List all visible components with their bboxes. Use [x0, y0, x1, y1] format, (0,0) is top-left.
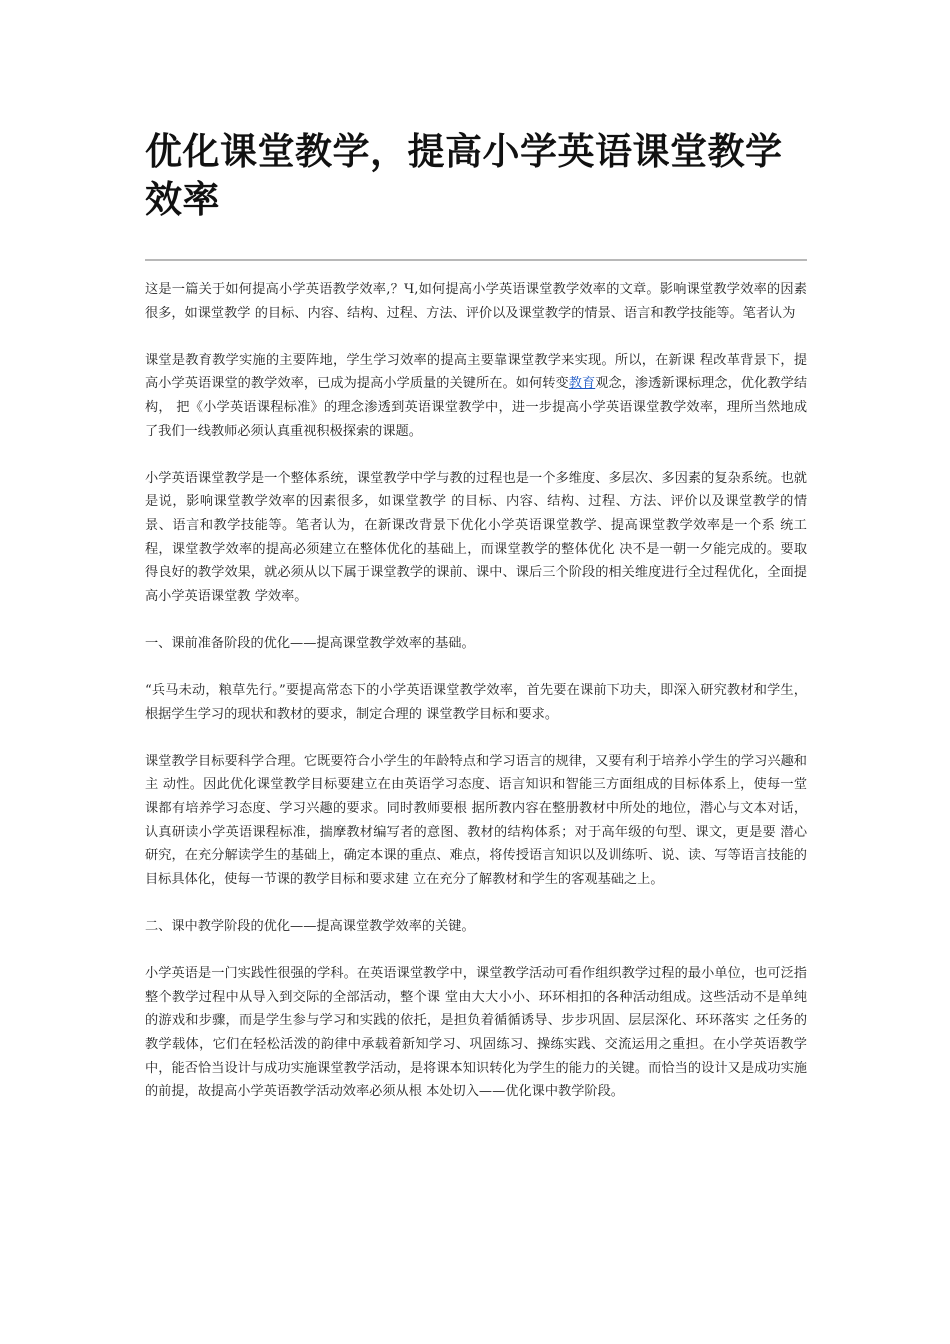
section-heading-in-class: 二、课中教学阶段的优化——提高课堂教学效率的关键。: [145, 919, 475, 935]
paragraph-classroom: [145, 349, 807, 443]
paragraph-text-after-link: 观念，渗透新课标理念，优化教学结构， 把《小学英语课程标准》的理念渗透到英语课堂教学中，进一步提高小学英语课堂教学效率，理所当然地成了我们一线教师必须认真重视积极探索的课题。: [145, 376, 808, 439]
paragraph-objectives: 课堂教学目标要科学合理。它既要符合小学生的年龄特点和学习语言的规律，又要有利于培养小学生的学习兴趣和主 动性。因此优化课堂教学目标要建立在由英语学习态度、语言知识和智能三方面组成的目标体系上，使每一堂课都有培养学习态度、学习兴趣的要求。同时教师要根 据所教内容在整册教材中所处的地位，潜心与文本对话，认真研读小学英语课程标准，揣摩教材编写者的意图、教材的结构体系；对于高年级的句型、课文，更是要 潜心研究，在充分解读学生的基础上，确定本课的重点、难点，将传授语言知识以及训练听、说、读、写等语言技能的目标具体化，使每一节课的教学目标和要求建 立在充分了解教材和学生的客观基础之上。: [145, 753, 807, 887]
paragraph-intro: 这是一篇关于如何提高小学英语教学效率,？Ч,如何提高小学英语课堂教学效率的文章。影响课堂教学效率的因素很多，如课堂教学 的目标、内容、结构、过程、方法、评价以及课堂教学的情景、语言和教学技能等。笔者认为: [145, 282, 807, 321]
section-heading-pre-class: 一、课前准备阶段的优化——提高课堂教学效率的基础。: [145, 635, 475, 651]
article-title: 优化课堂教学，提高小学英语课堂教学效率: [145, 130, 783, 221]
education-link[interactable]: 教育: [568, 376, 596, 392]
paragraph-text-before-link: 课堂是教育教学实施的主要阵地，学生学习效率的提高主要靠课堂教学来实现。所以，在新课 程改革背景下，提高小学英语课堂的教学效率，已成为提高小学质量的关键所在。如何转变: [145, 352, 807, 392]
document-page: [145, 128, 807, 1127]
paragraph-preparation: “兵马未动，粮草先行。”要提高常态下的小学英语课堂教学效率，首先要在课前下功夫，即深入研究教材和学生，根据学生学习的现状和教材的要求，制定合理的 课堂教学目标和要求。: [145, 683, 807, 722]
title-divider: [145, 259, 807, 261]
paragraph-activities: 小学英语是一门实践性很强的学科。在英语课堂教学中，课堂教学活动可看作组织教学过程的最小单位，也可泛指整个教学过程中从导入到交际的全部活动，整个课 堂由大大小小、环环相扣的各种活动组成。这些活动不是单纯的游戏和步骤，而是学生参与学习和实践的依托，是担负着循循诱导、步步巩固、层层深化、环环落实 之任务的教学载体，它们在轻松活泼的韵律中承载着新知学习、巩固练习、操练实践、交流运用之重担。在小学英语教学中，能否恰当设计与成功实施课堂教学活动，是将课本知识转化为学生的能力的关键。而恰当的设计又是成功实施的前提，故提高小学英语教学活动效率必须从根 本处切入——优化课中教学阶段。: [145, 966, 807, 1100]
paragraph-system: 小学英语课堂教学是一个整体系统，课堂教学中学与教的过程也是一个多维度、多层次、多因素的复杂系统。也就是说，影响课堂教学效率的因素很多，如课堂教学 的目标、内容、结构、过程、方法、评价以及课堂教学的情景、语言和教学技能等。笔者认为，在新课改背景下优化小学英语课堂教学、提高课堂教学效率是一个系 统工程，课堂教学效率的提高必须建立在整体优化的基础上，而课堂教学的整体优化 决不是一朝一夕能完成的。要取得良好的教学效果，就必须从以下属于课堂教学的课前、课中、课后三个阶段的相关维度进行全过程优化，全面提高小学英语课堂教 学效率。: [145, 470, 807, 604]
article-body: [145, 278, 807, 1104]
